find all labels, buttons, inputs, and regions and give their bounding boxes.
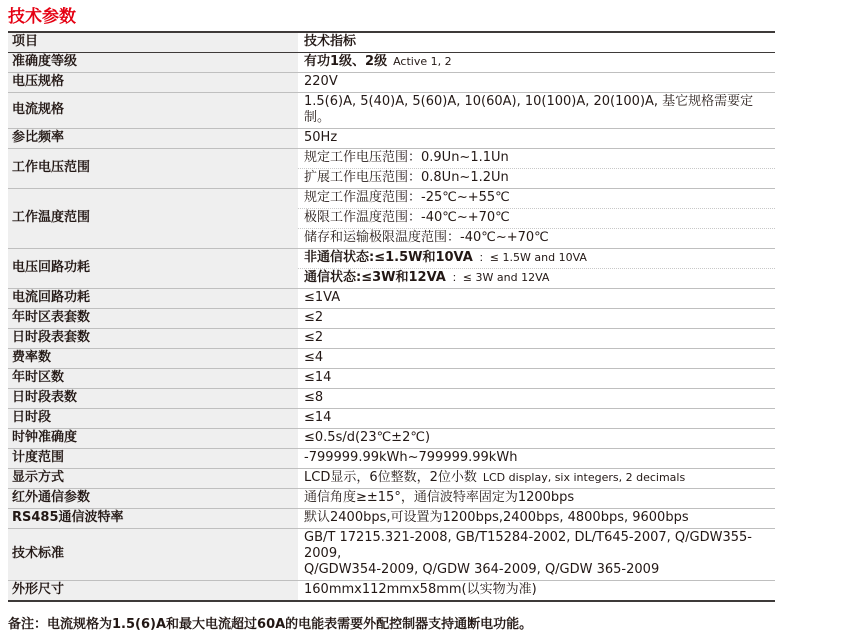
row-label: 日时段 xyxy=(8,409,298,429)
table-row xyxy=(8,529,775,581)
row-label: 外形尺寸 xyxy=(8,581,298,602)
row-value: 220V xyxy=(298,73,775,93)
row-value: 非通信状态:≤1.5W和10VA ：≤ 1.5W and 10VA xyxy=(298,249,775,269)
table-row xyxy=(8,149,775,169)
table-row xyxy=(8,129,775,149)
row-value: ≤2 xyxy=(298,329,775,349)
row-label: 工作温度范围 xyxy=(8,189,298,249)
row-label: 时钟准确度 xyxy=(8,429,298,449)
row-label: 红外通信参数 xyxy=(8,489,298,509)
row-label: 计度范围 xyxy=(8,449,298,469)
table-row xyxy=(8,329,775,349)
row-value: ≤2 xyxy=(298,309,775,329)
row-value: ≤8 xyxy=(298,389,775,409)
row-value: 扩展工作电压范围：0.8Un~1.2Un xyxy=(298,169,775,189)
header-spec: 技术指标 xyxy=(298,32,775,53)
table-row xyxy=(8,249,775,269)
row-value: 极限工作温度范围：-40℃~+70℃ xyxy=(298,209,775,229)
table-row xyxy=(8,581,775,602)
section-title: 技术参数 xyxy=(8,7,76,27)
table-row xyxy=(8,53,775,73)
table-row xyxy=(8,289,775,309)
row-value: ≤14 xyxy=(298,369,775,389)
row-label: 电流回路功耗 xyxy=(8,289,298,309)
table-row xyxy=(8,469,775,489)
row-value: 储存和运输极限温度范围：-40℃~+70℃ xyxy=(298,229,775,249)
footnote: 备注：电流规格为1.5(6)A和最大电流超过60A的电能表需要外配控制器支持通断电功能。 xyxy=(8,617,533,632)
table-row xyxy=(8,369,775,389)
row-label: 电流规格 xyxy=(8,93,298,129)
table-row xyxy=(8,189,775,209)
row-value: 通信角度≥±15°，通信波特率固定为1200bps xyxy=(298,489,775,509)
row-label: 费率数 xyxy=(8,349,298,369)
row-value: -799999.99kWh~799999.99kWh xyxy=(298,449,775,469)
row-value: ≤14 xyxy=(298,409,775,429)
table-row xyxy=(8,349,775,369)
table-row xyxy=(8,389,775,409)
header-item: 项目 xyxy=(8,32,298,53)
row-value: ≤4 xyxy=(298,349,775,369)
table-row xyxy=(8,73,775,93)
row-label: 准确度等级 xyxy=(8,53,298,73)
row-value: 50Hz xyxy=(298,129,775,149)
table-row xyxy=(8,409,775,429)
row-label: 参比频率 xyxy=(8,129,298,149)
row-label: 技术标准 xyxy=(8,529,298,581)
row-value: 通信状态:≤3W和12VA ：≤ 3W and 12VA xyxy=(298,269,775,289)
table-row xyxy=(8,489,775,509)
row-value: ≤1VA xyxy=(298,289,775,309)
table-row xyxy=(8,309,775,329)
row-label: RS485通信波特率 xyxy=(8,509,298,529)
row-label: 日时段表套数 xyxy=(8,329,298,349)
row-value: 160mmx112mmx58mm(以实物为准) xyxy=(298,581,775,602)
row-value: 有功1级、2级 Active 1, 2 xyxy=(298,53,775,73)
table-row xyxy=(8,429,775,449)
table-row xyxy=(8,449,775,469)
row-value: 默认2400bps,可设置为1200bps,2400bps, 4800bps, 9600bps xyxy=(298,509,775,529)
row-label: 电压规格 xyxy=(8,73,298,93)
row-value: 规定工作温度范围：-25℃~+55℃ xyxy=(298,189,775,209)
table-row xyxy=(8,93,775,129)
table-row xyxy=(8,509,775,529)
row-value: 规定工作电压范围：0.9Un~1.1Un xyxy=(298,149,775,169)
row-value: GB/T 17215.321-2008, GB/T15284-2002, DL/T645-2007, Q/GDW355-2009, Q/GDW354-2009, Q/GDW 364-2009, Q/GDW 365-2009 xyxy=(298,529,775,581)
row-label: 电压回路功耗 xyxy=(8,249,298,289)
row-label: 显示方式 xyxy=(8,469,298,489)
row-value: ≤0.5s/d(23℃±2℃) xyxy=(298,429,775,449)
spec-table xyxy=(8,31,775,602)
row-value: 1.5(6)A, 5(40)A, 5(60)A, 10(60A), 10(100)A, 20(100)A, 基它规格需要定制。 xyxy=(298,93,775,129)
row-label: 日时段表数 xyxy=(8,389,298,409)
row-label: 年时区数 xyxy=(8,369,298,389)
row-label: 年时区表套数 xyxy=(8,309,298,329)
row-value: LCD显示，6位整数，2位小数 LCD display, six integers, 2 decimals xyxy=(298,469,775,489)
row-label: 工作电压范围 xyxy=(8,149,298,189)
table-header xyxy=(8,32,775,53)
